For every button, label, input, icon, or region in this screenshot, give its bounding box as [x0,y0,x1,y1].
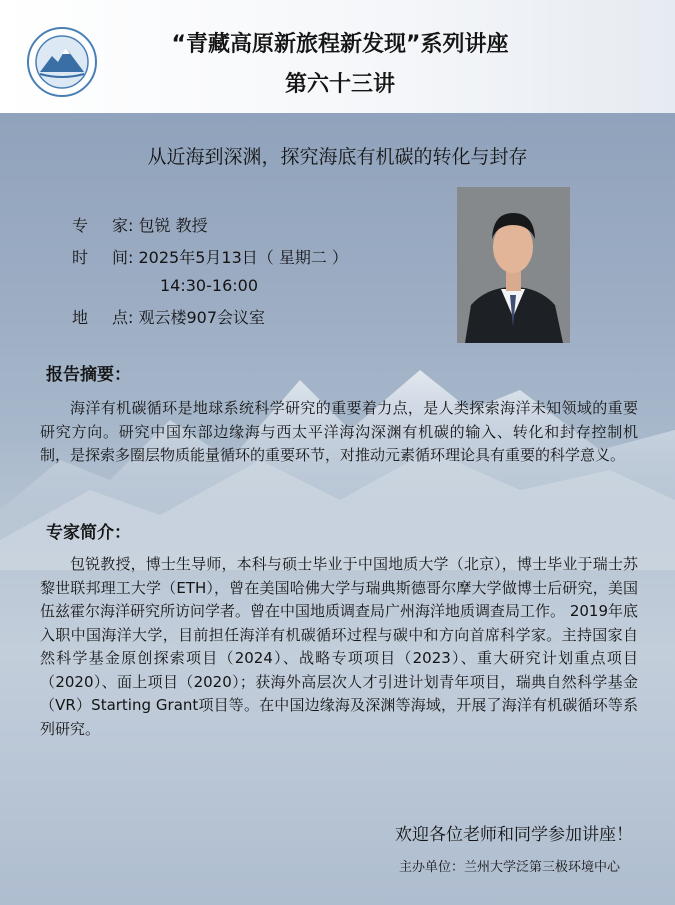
welcome-text: 欢迎各位老师和同学参加讲座！ [395,825,633,845]
place-row: 地 点: 观云楼907会议室 [72,305,265,328]
lecture-number: 第六十三讲 [284,72,395,97]
abstract-heading: 报告摘要： [46,365,131,385]
series-title: “青藏高原新旅程新发现”系列讲座 [171,32,509,57]
place-label-1: 地 [72,308,89,327]
bio-text: 包锐教授，博士生导师，本科与硕士毕业于中国地质大学（北京），博士毕业于瑞士苏黎世联邦理工大学（ETH），曾在美国哈佛大学与瑞典斯德哥尔摩大学做博士后研究，美国伍兹霍尔海洋研究所访问学者。曾在中国地质调查局广州海洋地质调查局工作。 2019年底入职中国海洋大学，目前担任海洋有机碳循环过程与碳中和方向首席科学家。主持国家自然科学基金原创探索项目（2024）、战略专项项目（2023）、重大研究计划重点项目（2020）、面上项目（2020）；获海外高层次人才引进计划青年项目，瑞典自然科学基金（VR）Starting Grant项目等。在中国边缘海及深渊等海域，开展了海洋有机碳循环等系列研究。 [40,555,638,738]
time-label-2: 间 [112,248,129,267]
abstract-text: 海洋有机碳循环是地球系统科学研究的重要着力点，是人类探索海洋未知领域的重要研究方向。研究中国东部边缘海与西太平洋海沟深渊有机碳的输入、转化和封存控制机制，是探索多圈层物质能量循环的重要环节，对推动元素循环理论具有重要的科学意义。 [40,399,638,464]
talk-title: 从近海到深渊，探究海底有机碳的转化与封存 [147,146,528,168]
speaker-value: 包锐 教授 [138,216,208,235]
speaker-portrait [457,187,570,343]
place-value: 观云楼907会议室 [138,308,266,327]
mountain-emblem-icon [26,26,98,98]
speaker-row: 专 家: 包锐 教授 [72,213,208,236]
organizer-text: 主办单位：兰州大学泛第三极环境中心 [398,860,620,875]
time-row: 时 间: 2025年5月13日（ 星期二 ） [72,245,348,268]
bio-heading: 专家简介： [46,523,131,543]
time-hours: 14:30-16:00 [160,276,258,295]
place-label-2: 点 [112,308,129,327]
speaker-label-2: 家 [112,216,129,235]
time-date: 2025年5月13日（ 星期二 ） [138,248,348,267]
header-banner [0,0,675,113]
time-label-1: 时 [72,248,89,267]
speaker-label-1: 专 [72,216,89,235]
